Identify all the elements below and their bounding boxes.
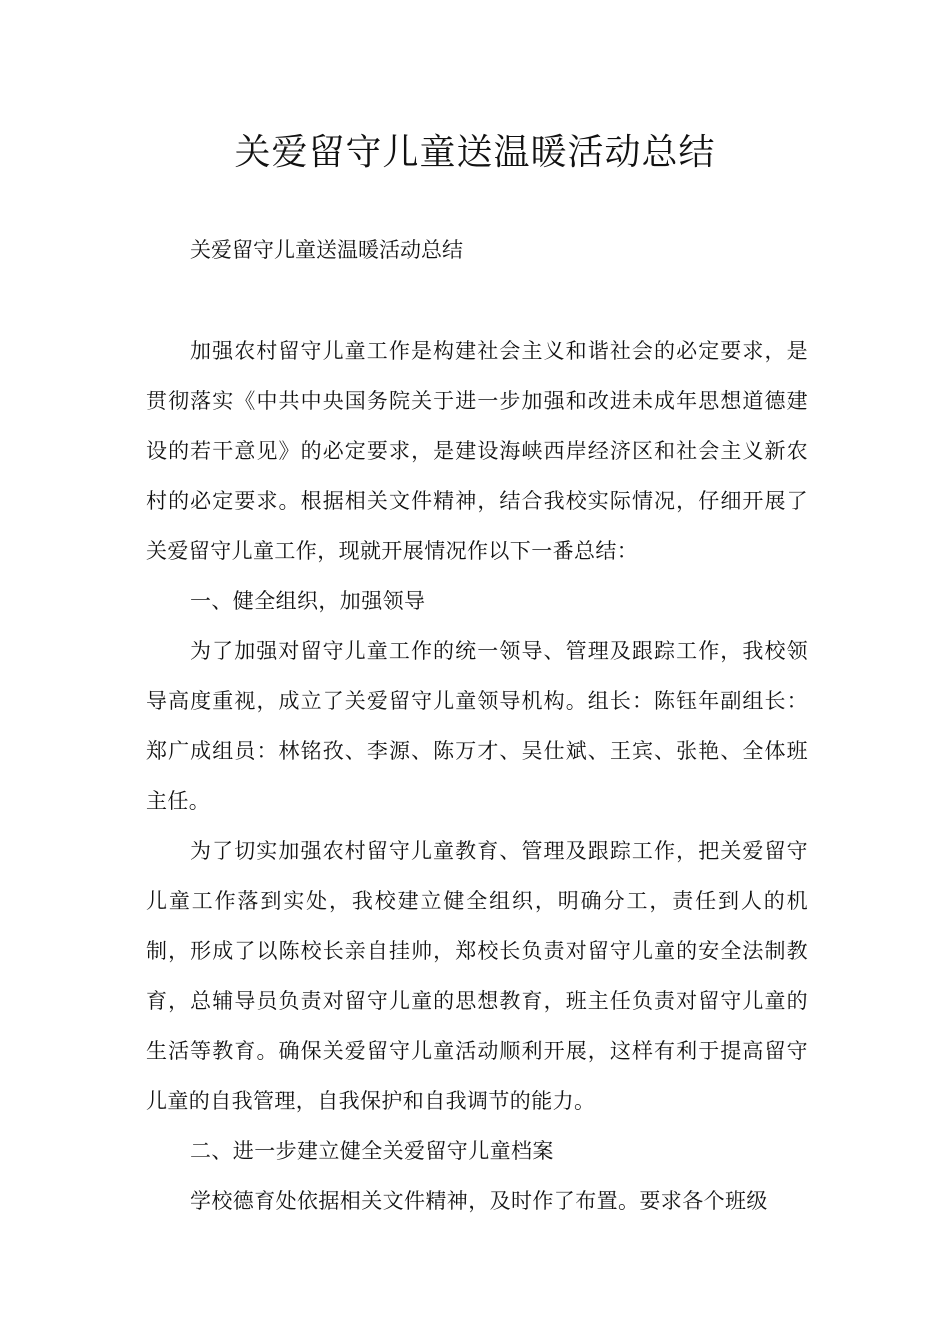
- paragraph: 加强农村留守儿童工作是构建社会主义和谐社会的必定要求，是贯彻落实《中共中央国务院关于进一步加强和改进未成年思想道德建设的若干意见》的必定要求，是建设海峡西岸经济区和社会主义新农村的必定要求。根据相关文件精神，结合我校实际情况，仔细开展了关爱留守儿童工作，现就开展情况作以下一番总结：: [146, 339, 808, 563]
- paragraph: 为了加强对留守儿童工作的统一领导、管理及跟踪工作，我校领导高度重视，成立了关爱留守儿童领导机构。组长：陈钰年副组长：郑广成组员：林铭孜、李源、陈万才、吴仕斌、王宾、张艳、全体班主任。: [146, 639, 808, 813]
- document-title: 关爱留守儿童送温暖活动总结: [234, 132, 716, 173]
- paragraph: 为了切实加强农村留守儿童教育、管理及跟踪工作，把关爱留守儿童工作落到实处，我校建立健全组织，明确分工，责任到人的机制，形成了以陈校长亲自挂帅，郑校长负责对留守儿童的安全法制教育，总辅导员负责对留守儿童的思想教育，班主任负责对留守儿童的生活等教育。确保关爱留守儿童活动顺利开展，这样有利于提高留守儿童的自我管理，自我保护和自我调节的能力。: [146, 839, 808, 1113]
- section-heading: 二、进一步建立健全关爱留守儿童档案: [190, 1139, 554, 1163]
- paragraph: 学校德育处依据相关文件精神，及时作了布置。要求各个班级: [190, 1189, 768, 1213]
- document-subtitle: 关爱留守儿童送温暖活动总结: [190, 238, 463, 262]
- document-body: [146, 326, 808, 1226]
- section-heading: 一、健全组织，加强领导: [190, 589, 426, 613]
